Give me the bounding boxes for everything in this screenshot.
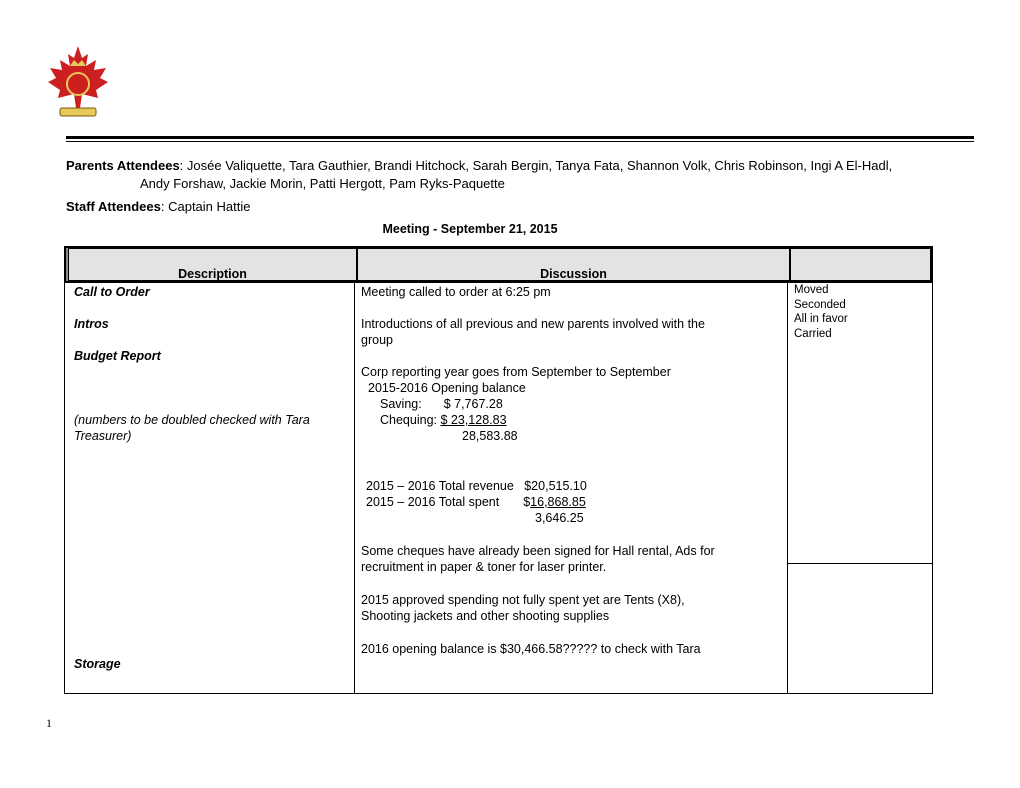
header-description: Description: [68, 248, 357, 281]
total-spent-value: 16,868.85: [530, 495, 586, 509]
header-discussion: Discussion: [357, 248, 790, 281]
item-budget-report: Budget Report: [74, 349, 161, 363]
minutes-table: [64, 246, 933, 694]
total-revenue-value: $20,515.10: [524, 479, 587, 493]
staff-attendees-label: Staff Attendees: [66, 199, 161, 214]
opening-balance-text: 2015-2016 Opening balance: [368, 381, 526, 395]
meeting-title: Meeting - September 21, 2015: [382, 222, 558, 236]
cheques-text: [361, 543, 781, 575]
motion-all-in-favor: All in favor: [794, 313, 848, 325]
maple-leaf-crest-logo: [44, 44, 112, 120]
parents-attendees-list: : Josée Valiquette, Tara Gauthier, Brandi Hitchock, Sarah Bergin, Tanya Fata, Shannon Volk, Chris Robinson, Ingi A El-Hadl,: [179, 158, 893, 173]
total-spent-label: 2015 – 2016 Total spent: [366, 495, 500, 509]
approved-line2: Shooting jackets and other shooting supplies: [361, 609, 610, 623]
chequing-row: [380, 412, 800, 428]
intros-text: [361, 316, 781, 348]
chequing-value: $ 23,128.83: [440, 413, 507, 427]
intros-line2: group: [361, 333, 393, 347]
total-spent-dollar: $: [523, 495, 531, 509]
chequing-label: Chequing:: [380, 413, 437, 427]
staff-attendees: [66, 198, 250, 216]
table-header: [64, 246, 933, 283]
parents-attendees-list-cont: Andy Forshaw, Jackie Morin, Patti Hergott, Pam Ryks-Paquette: [140, 176, 505, 191]
item-intros: Intros: [74, 317, 109, 331]
header-rule-thin: [66, 141, 974, 142]
motion-status: [794, 283, 848, 341]
motion-carried: Carried: [794, 327, 832, 340]
opening-total: 28,583.88: [462, 429, 518, 443]
third-column-divider: [788, 563, 933, 564]
budget-note-line1: (numbers to be doubled checked with Tara: [74, 413, 310, 427]
cheques-line1: Some cheques have already been signed for Hall rental, Ads for: [361, 544, 715, 558]
saving-value: $ 7,767.28: [443, 397, 503, 411]
approved-spending-text: [361, 592, 781, 624]
budget-note-line2: Treasurer): [74, 429, 132, 443]
total-revenue-row: [366, 478, 786, 494]
opening-2016-text: 2016 opening balance is $30,466.58????? to check with Tara: [361, 642, 701, 656]
header-rule-thick: [66, 136, 974, 139]
parents-attendees: [66, 157, 986, 193]
corp-year-text: Corp reporting year goes from September to September: [361, 365, 671, 379]
page-number: 1: [46, 716, 52, 730]
approved-line1: 2015 approved spending not fully spent yet are Tents (X8),: [361, 593, 685, 607]
net-amount: 3,646.25: [535, 511, 584, 525]
motion-seconded: Seconded: [794, 298, 846, 311]
item-call-to-order: Call to Order: [74, 285, 150, 299]
motion-moved: Moved: [794, 284, 829, 296]
saving-row: [380, 396, 800, 412]
header-third: [790, 248, 931, 281]
staff-attendees-list: : Captain Hattie: [160, 199, 251, 214]
item-storage: Storage: [74, 657, 121, 671]
intros-line1: Introductions of all previous and new parents involved with the: [361, 317, 705, 331]
saving-label: Saving:: [380, 397, 422, 411]
total-revenue-label: 2015 – 2016 Total revenue: [366, 479, 514, 493]
column-divider-1: [354, 282, 355, 694]
parents-attendees-label: Parents Attendees: [66, 158, 180, 173]
column-divider-2: [787, 282, 788, 694]
total-spent-row: [366, 494, 786, 510]
budget-note: [74, 412, 310, 444]
meeting-called-text: Meeting called to order at 6:25 pm: [361, 285, 551, 299]
cheques-line2: recruitment in paper & toner for laser printer.: [361, 560, 607, 574]
